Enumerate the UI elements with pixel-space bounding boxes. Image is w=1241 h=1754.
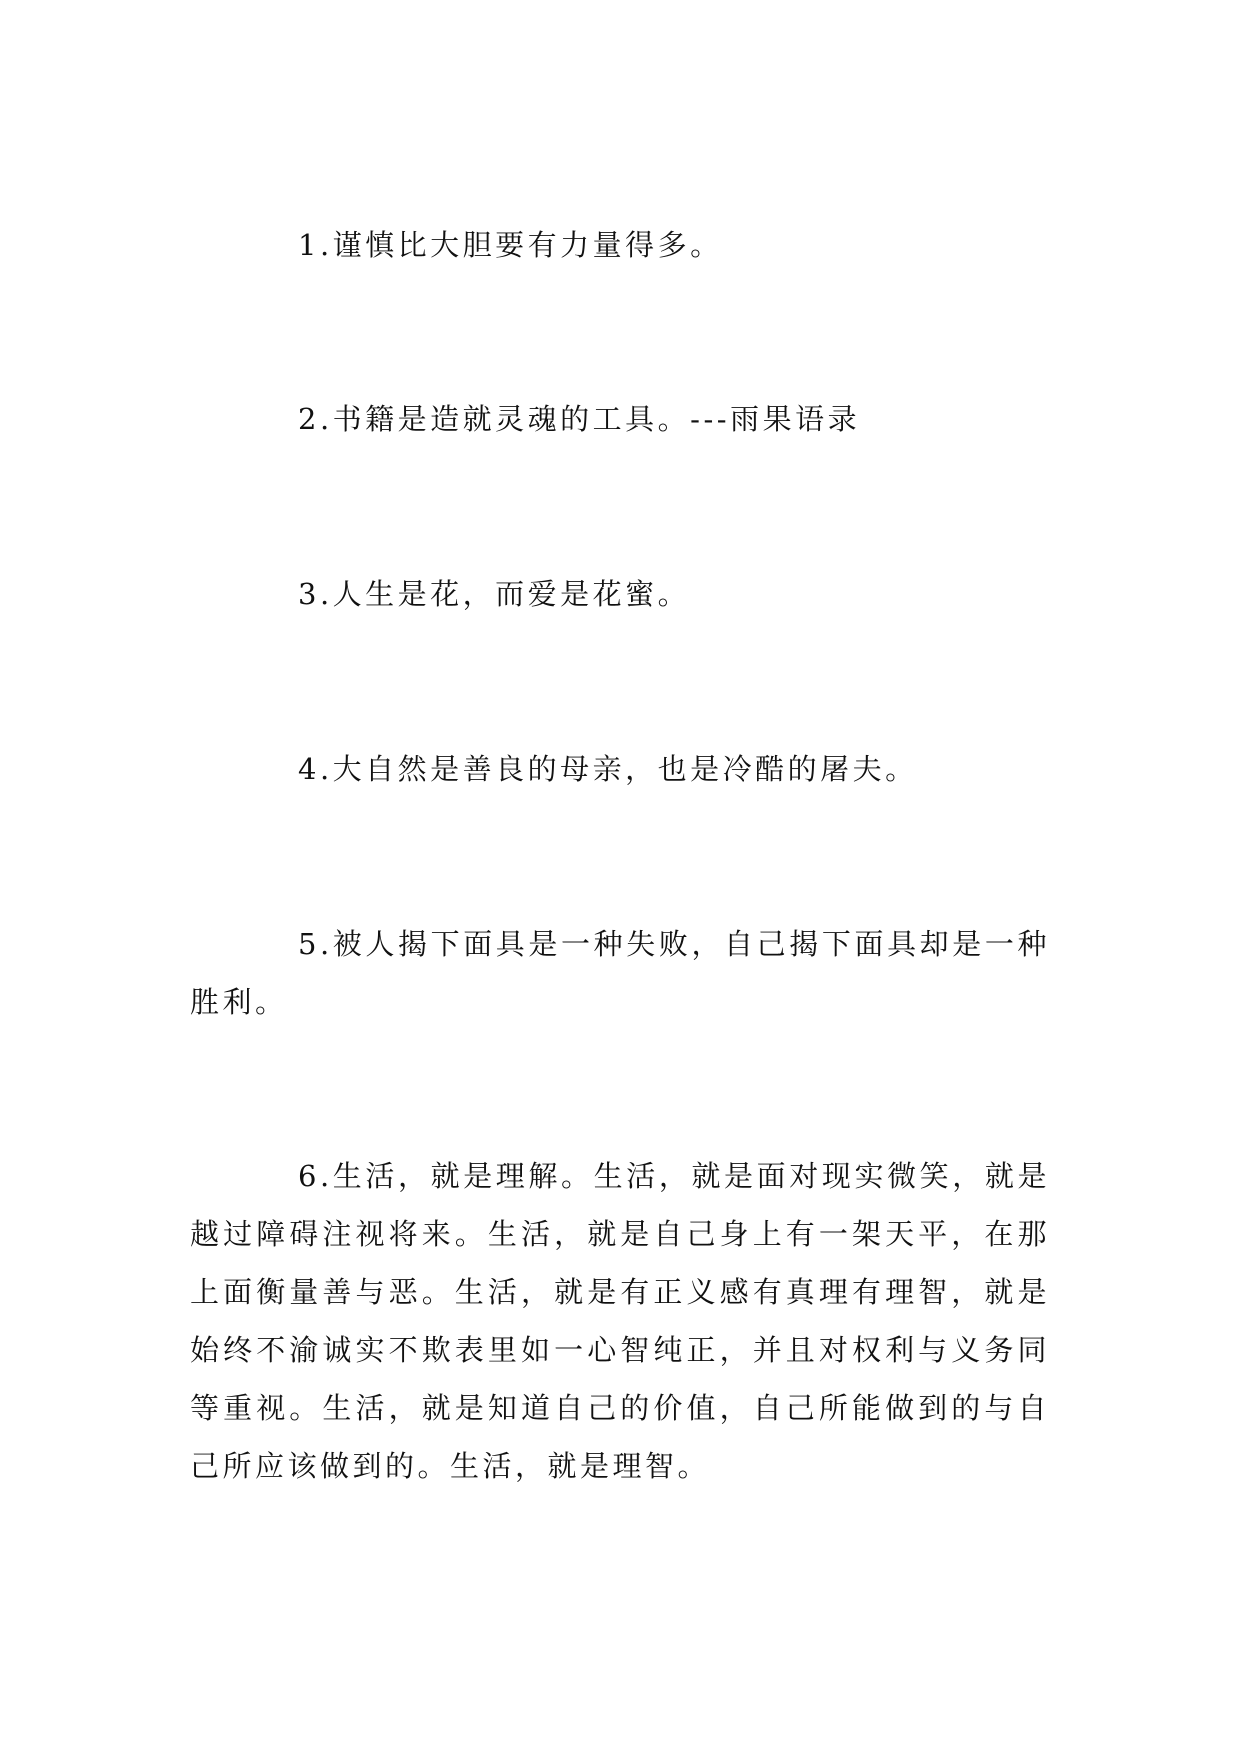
quote-paragraph-1: 1.谨慎比大胆要有力量得多。 [298, 228, 723, 262]
quote-paragraph-6: 6.生活，就是理解。生活，就是面对现实微笑，就是越过障碍注视将来。生活，就是自己身上有一架天平，在那上面衡量善与恶。生活，就是有正义感有真理有理智，就是始终不渝诚实不欺表里如一心智纯正，并且对权利与义务同等重视。生活，就是知道自己的价值，自己所能做到的与自己所应该做到的。生活，就是理智。 [190, 1159, 1050, 1483]
quote-paragraph-3: 3.人生是花，而爱是花蜜。 [298, 577, 691, 611]
quote-paragraph-4: 4.大自然是善良的母亲，也是冷酷的屠夫。 [298, 752, 918, 786]
quote-paragraph-5: 5.被人揭下面具是一种失败，自己揭下面具却是一种胜利。 [190, 927, 1050, 1019]
quote-paragraph-2: 2.书籍是造就灵魂的工具。---雨果语录 [298, 402, 861, 436]
